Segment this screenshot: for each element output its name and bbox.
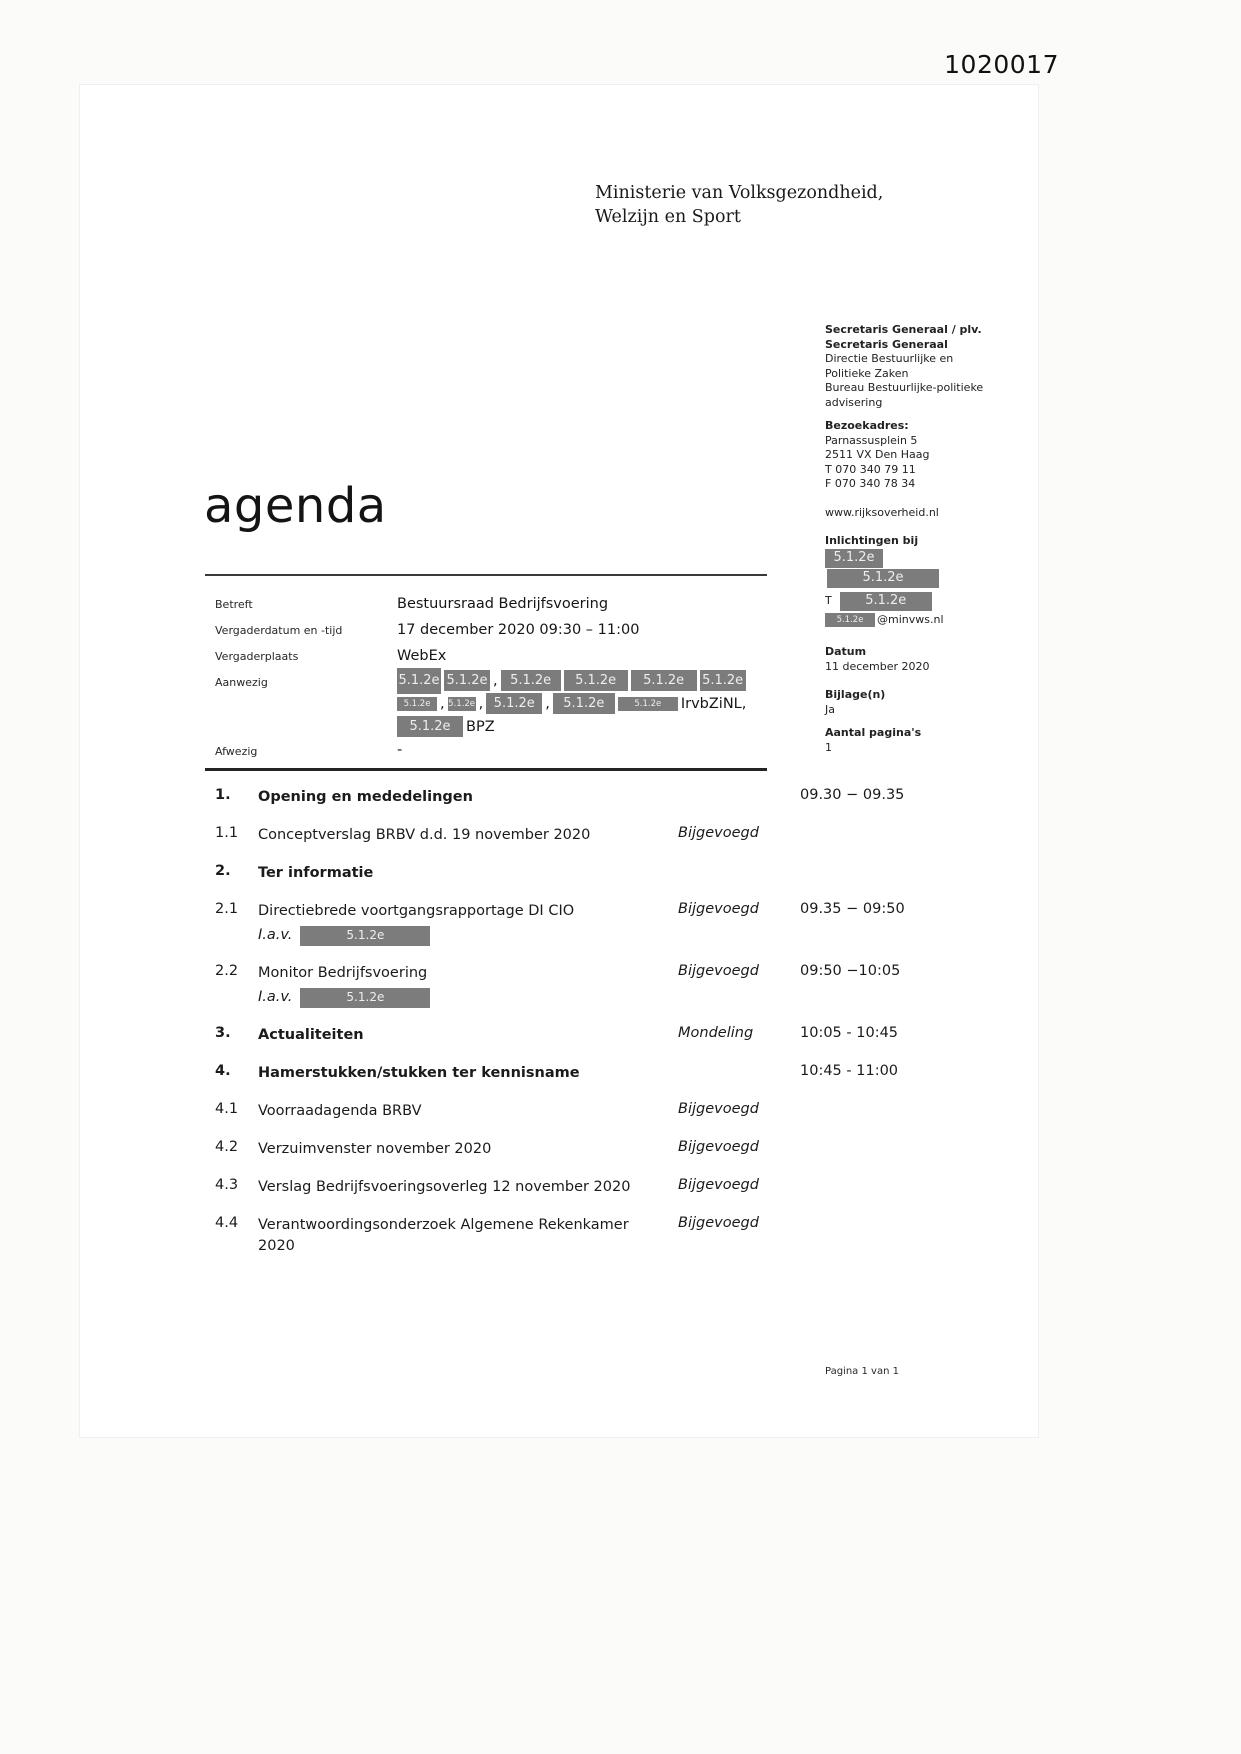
subline-prefix: I.a.v. bbox=[258, 927, 293, 943]
agenda-item-status: Bijgevoegd bbox=[678, 901, 759, 917]
agenda-item-status: Bijgevoegd bbox=[678, 1215, 759, 1231]
place-value: WebEx bbox=[397, 648, 447, 664]
agenda-item-row bbox=[215, 1063, 945, 1084]
datetime-value: 17 december 2020 09:30 – 11:00 bbox=[397, 622, 640, 638]
redaction-block: 5.1.2e bbox=[840, 592, 932, 611]
page-title: agenda bbox=[204, 478, 387, 534]
agenda-item-row bbox=[215, 787, 945, 808]
agenda-item-status: Mondeling bbox=[678, 1025, 754, 1041]
agenda-item-title: Voorraadagenda BRBV bbox=[258, 1103, 422, 1119]
agenda-item-title: Monitor Bedrijfsvoering bbox=[258, 965, 428, 981]
agenda-item-title-cell bbox=[258, 1177, 678, 1198]
website: www.rijksoverheid.nl bbox=[825, 505, 939, 519]
agenda-item-time: 09.30 − 09.35 bbox=[800, 787, 905, 803]
agenda-item-title-cell bbox=[258, 863, 678, 884]
agenda-item-title: Conceptverslag BRBV d.d. 19 november 2020 bbox=[258, 827, 591, 843]
pages-label: Aantal pagina's bbox=[825, 726, 922, 739]
agenda-item-title: Ter informatie bbox=[258, 865, 374, 881]
meta-row-absent bbox=[215, 738, 865, 762]
visit-line: 2511 VX Den Haag bbox=[825, 448, 930, 461]
agenda-item-title-cell bbox=[258, 825, 678, 846]
agenda-item-row bbox=[215, 901, 945, 946]
present-text: , bbox=[440, 695, 445, 712]
agenda-item-title: Directiebrede voortgangsrapportage DI CIO bbox=[258, 903, 575, 919]
org-line: advisering bbox=[825, 395, 883, 409]
agenda-item-time: 09.35 − 09:50 bbox=[800, 901, 905, 917]
org-name-1: Secretaris Generaal / plv. bbox=[825, 323, 982, 336]
redaction-block: 5.1.2e bbox=[827, 569, 939, 588]
redaction-block: 5.1.2e bbox=[825, 613, 875, 627]
redaction-block: 5.1.2e bbox=[486, 693, 542, 714]
agenda-item-number: 4. bbox=[215, 1063, 231, 1079]
visit-address-block bbox=[825, 419, 1000, 492]
agenda-item-title-cell bbox=[258, 1063, 678, 1084]
agenda-item-row bbox=[215, 825, 945, 846]
redaction-block: 5.1.2e bbox=[564, 670, 628, 691]
date-label: Datum bbox=[825, 645, 867, 658]
agenda-item-number: 1. bbox=[215, 787, 231, 803]
ministry-line-2: Welzijn en Sport bbox=[595, 207, 741, 227]
agenda-item-number: 2. bbox=[215, 863, 231, 879]
agenda-item-row bbox=[215, 1177, 945, 1198]
attachments-value: Ja bbox=[825, 702, 835, 716]
present-text: , bbox=[545, 695, 550, 712]
agenda-item-title-cell bbox=[258, 963, 678, 1008]
agenda-item-status: Bijgevoegd bbox=[678, 1139, 759, 1155]
agenda-item-title: Hamerstukken/stukken ter kennisname bbox=[258, 1065, 580, 1081]
meta-row-place bbox=[215, 643, 865, 669]
absent-value: - bbox=[397, 742, 403, 758]
agenda-item-row bbox=[215, 1025, 945, 1046]
page-footer: Pagina 1 van 1 bbox=[825, 1366, 899, 1377]
agenda-item-time: 10:05 - 10:45 bbox=[800, 1025, 899, 1041]
agenda-item-title: Opening en mededelingen bbox=[258, 789, 473, 805]
redaction-block: 5.1.2e bbox=[300, 926, 430, 946]
meeting-meta bbox=[215, 591, 865, 762]
org-block bbox=[825, 323, 1000, 410]
present-text: , bbox=[478, 695, 484, 712]
agenda-item-status: Bijgevoegd bbox=[678, 963, 759, 979]
agenda-item-title-cell bbox=[258, 1101, 678, 1122]
redaction-block: 5.1.2e bbox=[300, 988, 430, 1008]
redaction-block: 5.1.2e bbox=[700, 670, 746, 691]
contact-label: Inlichtingen bij bbox=[825, 534, 919, 547]
agenda-item-time: 09:50 −10:05 bbox=[800, 963, 901, 979]
document-number: 1020017 bbox=[944, 50, 1059, 79]
meta-row-present bbox=[215, 669, 865, 738]
visit-line: Parnassusplein 5 bbox=[825, 433, 918, 447]
agenda-item-title: Verantwoordingsonderzoek Algemene Rekenkamer 2020 bbox=[258, 1217, 629, 1254]
agenda-item-time: 10:45 - 11:00 bbox=[800, 1063, 899, 1079]
agenda-item-title-cell bbox=[258, 1215, 678, 1257]
org-line: Politieke Zaken bbox=[825, 366, 909, 380]
org-name-2: Secretaris Generaal bbox=[825, 337, 948, 351]
agenda-item-row bbox=[215, 1101, 945, 1122]
redaction-block: 5.1.2e bbox=[618, 697, 678, 711]
org-lines bbox=[825, 352, 1000, 410]
present-row bbox=[397, 715, 746, 738]
agenda-item-row bbox=[215, 963, 945, 1008]
agenda-item-status: Bijgevoegd bbox=[678, 1177, 759, 1193]
agenda-item-subline bbox=[258, 925, 668, 946]
agenda-item-title: Verslag Bedrijfsvoeringsoverleg 12 november 2020 bbox=[258, 1179, 631, 1195]
org-line: Directie Bestuurlijke en bbox=[825, 352, 954, 365]
redaction-block: 5.1.2e bbox=[553, 693, 615, 714]
agenda-item-title-cell bbox=[258, 1025, 678, 1046]
redaction-block: 5.1.2e bbox=[825, 549, 883, 568]
agenda-item-row bbox=[215, 1215, 945, 1257]
present-text: , bbox=[493, 672, 498, 689]
agenda-item-title-cell bbox=[258, 901, 678, 946]
divider-top bbox=[205, 574, 767, 576]
org-line: Bureau Bestuurlijke-politieke bbox=[825, 381, 984, 394]
visit-line: F 070 340 78 34 bbox=[825, 477, 916, 490]
agenda-item-title: Verzuimvenster november 2020 bbox=[258, 1141, 492, 1157]
redaction-block: 5.1.2e bbox=[444, 670, 490, 691]
agenda-items bbox=[215, 787, 945, 1274]
datetime-label: Vergaderdatum en -tijd bbox=[215, 624, 343, 637]
redaction-block: 5.1.2e bbox=[501, 670, 561, 691]
agenda-item-row bbox=[215, 1139, 945, 1160]
document-page bbox=[80, 85, 1038, 1437]
present-label: Aanwezig bbox=[215, 676, 268, 689]
present-text: BPZ bbox=[466, 718, 495, 735]
redaction-block: 5.1.2e bbox=[631, 670, 697, 691]
agenda-item-row bbox=[215, 863, 945, 884]
agenda-item-number: 4.4 bbox=[215, 1215, 239, 1231]
agenda-item-number: 4.2 bbox=[215, 1139, 239, 1155]
redaction-block: 5.1.2e bbox=[397, 668, 441, 694]
agenda-item-number: 4.3 bbox=[215, 1177, 239, 1193]
agenda-item-subline bbox=[258, 987, 668, 1008]
email-suffix: @minvws.nl bbox=[877, 612, 944, 626]
betreft-value: Bestuursraad Bedrijfsvoering bbox=[397, 596, 609, 612]
agenda-item-number: 3. bbox=[215, 1025, 231, 1041]
present-rows bbox=[397, 669, 746, 738]
redaction-block: 5.1.2e bbox=[397, 716, 463, 737]
agenda-item-number: 4.1 bbox=[215, 1101, 239, 1117]
redaction-block: 5.1.2e bbox=[397, 697, 437, 711]
agenda-item-title: Actualiteiten bbox=[258, 1027, 364, 1043]
pages-value: 1 bbox=[825, 740, 832, 754]
agenda-item-number: 2.1 bbox=[215, 901, 239, 917]
agenda-item-status: Bijgevoegd bbox=[678, 825, 759, 841]
present-row bbox=[397, 669, 746, 692]
attachments-label: Bijlage(n) bbox=[825, 688, 886, 701]
meta-row-datetime bbox=[215, 617, 865, 643]
agenda-item-number: 1.1 bbox=[215, 825, 239, 841]
absent-label: Afwezig bbox=[215, 745, 258, 758]
ministry-header bbox=[595, 181, 883, 229]
present-text: IrvbZiNL, bbox=[680, 695, 747, 712]
agenda-item-number: 2.2 bbox=[215, 963, 239, 979]
agenda-item-status: Bijgevoegd bbox=[678, 1101, 759, 1117]
divider-items bbox=[205, 768, 767, 771]
date-value: 11 december 2020 bbox=[825, 659, 930, 673]
place-label: Vergaderplaats bbox=[215, 650, 299, 663]
agenda-item-title-cell bbox=[258, 787, 678, 808]
agenda-item-title-cell bbox=[258, 1139, 678, 1160]
present-row bbox=[397, 692, 746, 715]
meta-row-betreft bbox=[215, 591, 865, 617]
visit-address-label: Bezoekadres: bbox=[825, 419, 909, 432]
phone-prefix: T bbox=[825, 593, 832, 607]
subline-prefix: I.a.v. bbox=[258, 989, 293, 1005]
betreft-label: Betreft bbox=[215, 598, 253, 611]
ministry-line-1: Ministerie van Volksgezondheid, bbox=[595, 183, 884, 203]
redaction-block: 5.1.2e bbox=[448, 698, 476, 709]
visit-lines bbox=[825, 434, 1000, 492]
visit-line: T 070 340 79 11 bbox=[825, 462, 916, 476]
